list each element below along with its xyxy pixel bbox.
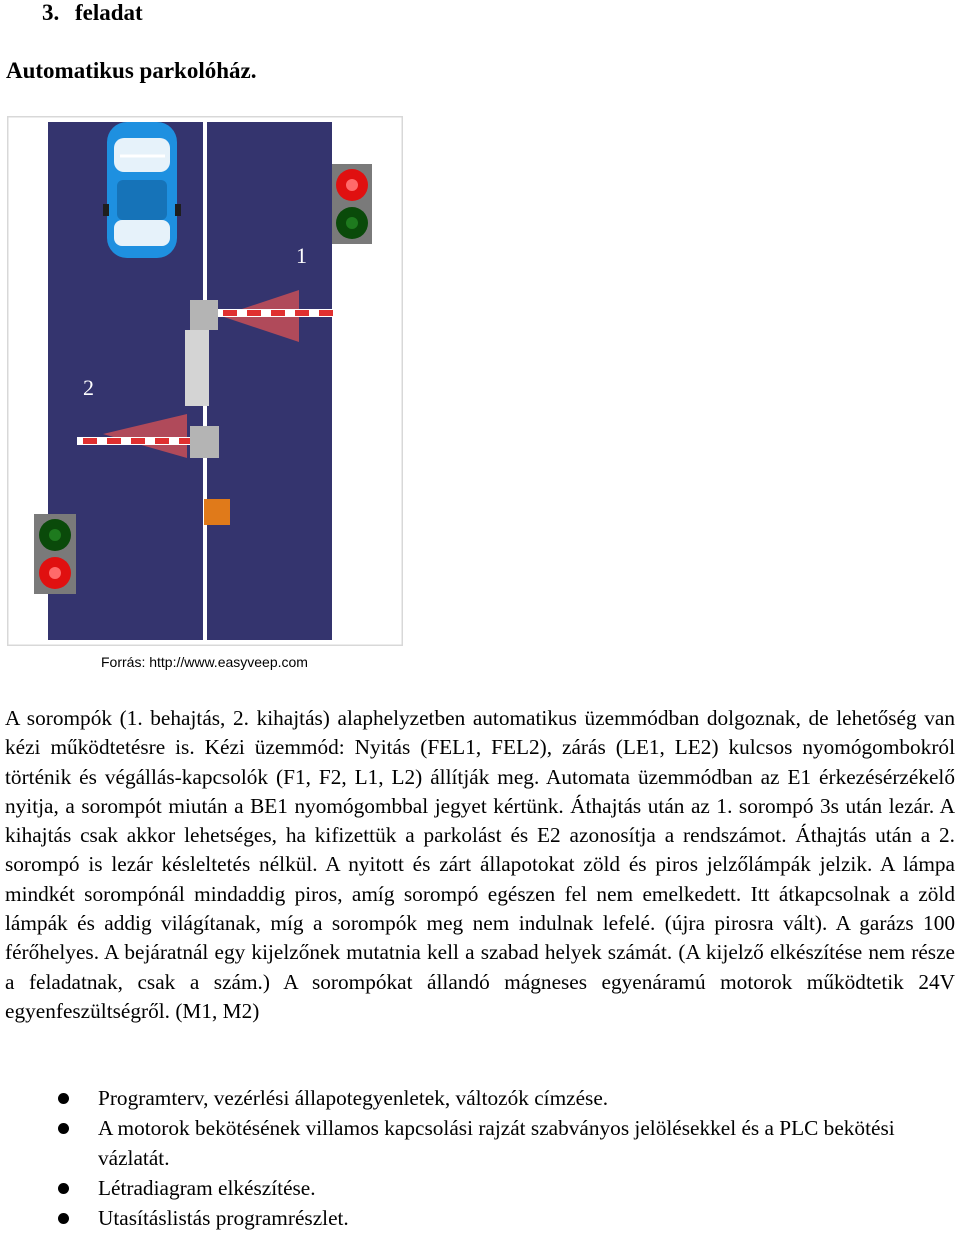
task-title: feladat (75, 0, 143, 25)
task-item-text: Létradiagram elkészítése. (98, 1176, 316, 1200)
task-item-text: Programterv, vezérlési állapotegyenletek, változók címzése. (98, 1086, 609, 1110)
traffic-light-1 (332, 164, 372, 244)
parking-garage-figure (7, 116, 403, 646)
task-subtitle: Automatikus parkolóház. (6, 58, 257, 83)
arrival-sensor (204, 499, 230, 525)
task-item-text: Utasításlistás programrészlet. (98, 1206, 349, 1230)
barrier-1-label: 1 (296, 243, 307, 268)
bullet-icon (58, 1123, 69, 1134)
task-description: A sorompók (1. behajtás, 2. kihajtás) alaphelyzetben automatikus üzemmódban dolgoznak, de lehetőség van kézi működtetésre is. Kézi üzemmód: Nyitás (FEL1, FEL2), zárás (LE1, LE2) kulcsos nyomógombokról történik és végállás-kapcsolók (F1, F2, L1, L2) állítják meg. Automata üzemmódban az E1 érkezésérzékelő nyitja, a sorompót miután a BE1 nyomógombbal jegyet kértünk. Áthajtás után az 1. sorompó 3s után lezár. A kihajtás csak akkor lehetséges, ha kifizettük a parkolást és E2 azonosítja a rendszámot. Áthajtás után a 2. sorompó is lezár késleltetés nélkül. A nyitott és zárt állapotokat zöld és piros jelzőlámpák jelzik. A lámpa mindkét sorompónál mindaddig piros, amíg sorompó egészen fel nem emelkedett. Itt átkapcsolnak a zöld lámpák és addig világítanak, míg a sorompók meg nem indulnak lefelé. (újra pirosra vált). A garázs 100 férőhelyes. A bejáratnál egy kijelzőnek mutatnia kell a szabad helyek számát. (A kijelző elkészítése nem része a feladatnak, csak a szám.) A sorompókat állandó mágneses egyenáramú motorok működtetik 24V egyenfeszültségről. (M1, M2) (5, 706, 955, 1023)
task-number: 3. (42, 0, 60, 25)
task-heading (7, 0, 143, 26)
task-list (0, 1083, 955, 1233)
task-list-item (0, 1203, 955, 1233)
barrier-1-post (190, 300, 218, 330)
parking-garage-diagram (7, 116, 403, 646)
central-pillar (185, 330, 209, 406)
figure-source: Forrás: http://www.easyveep.com (101, 654, 308, 670)
car (103, 122, 181, 258)
bullet-icon (58, 1183, 69, 1194)
traffic-light-2 (34, 514, 76, 594)
barrier-2-post (190, 426, 219, 458)
task-list-item (0, 1173, 955, 1203)
task-list-item (0, 1113, 955, 1173)
task-item-text: A motorok bekötésének villamos kapcsolási rajzát szabványos jelölésekkel és a PLC bekötési vázlatát. (98, 1116, 895, 1170)
bullet-icon (58, 1213, 69, 1224)
bullet-icon (58, 1093, 69, 1104)
barrier-2-label: 2 (83, 375, 94, 400)
task-list-item (0, 1083, 955, 1113)
